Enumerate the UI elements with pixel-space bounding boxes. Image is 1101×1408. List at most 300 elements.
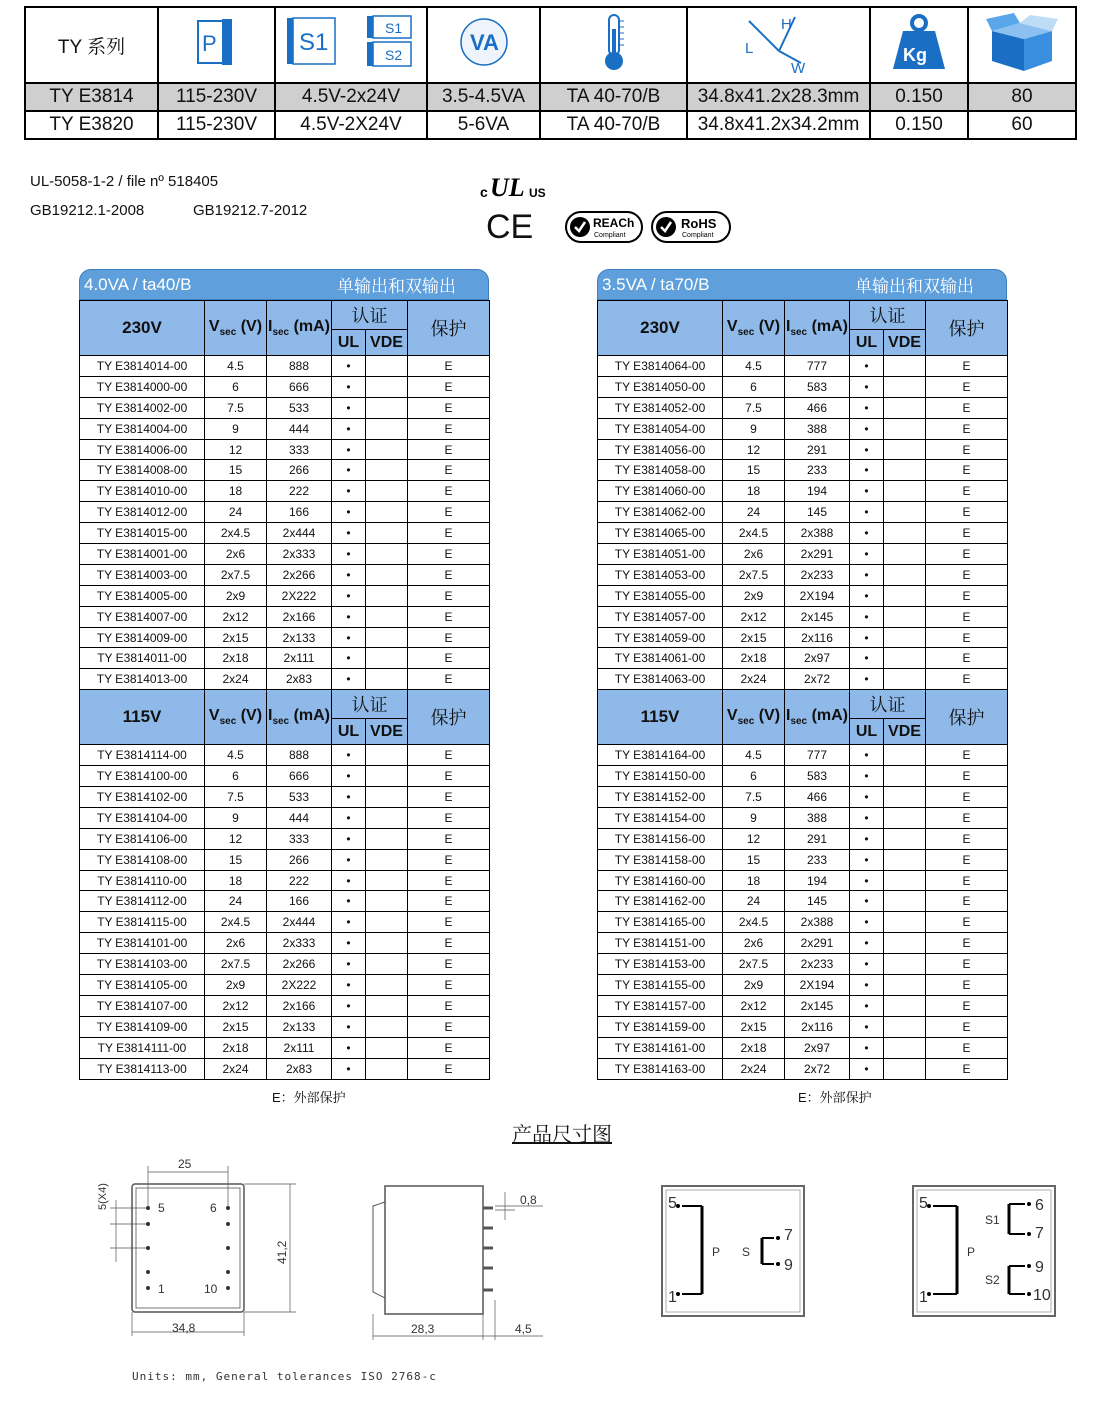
vsec-value: 12 bbox=[723, 828, 785, 849]
ul-mark: • bbox=[332, 807, 366, 828]
primary-cell: 115-230V bbox=[158, 83, 275, 111]
gb-standard-1: GB19212.1-2008 bbox=[30, 202, 145, 219]
ul-mark: • bbox=[850, 376, 884, 397]
vsec-value: 2x6 bbox=[723, 544, 785, 565]
table-row bbox=[598, 356, 1008, 377]
protection-value: E bbox=[926, 995, 1008, 1016]
voltage-header: 230V bbox=[80, 301, 205, 356]
protection-value: E bbox=[926, 745, 1008, 766]
protection-value: E bbox=[408, 397, 490, 418]
table-header-band bbox=[79, 269, 489, 300]
protection-value: E bbox=[926, 585, 1008, 606]
temp-cell: TA 40-70/B bbox=[540, 83, 687, 111]
ul-mark: • bbox=[332, 669, 366, 690]
table-row bbox=[80, 502, 490, 523]
isec-value: 222 bbox=[267, 870, 332, 891]
isec-value: 2X222 bbox=[267, 975, 332, 996]
vsec-value: 2x6 bbox=[723, 933, 785, 954]
vde-mark bbox=[366, 523, 408, 544]
vde-mark bbox=[884, 828, 926, 849]
vsec-value: 15 bbox=[205, 849, 267, 870]
part-number: TY E3814105-00 bbox=[80, 975, 205, 996]
table-row bbox=[80, 627, 490, 648]
output-type-label: 单输出和双输出 bbox=[855, 277, 974, 296]
table-row bbox=[80, 1016, 490, 1037]
isec-header: $I_{sec}$ (mA) bbox=[785, 301, 850, 356]
isec-value: 666 bbox=[267, 766, 332, 787]
table-row bbox=[598, 870, 1008, 891]
part-number: TY E3814062-00 bbox=[598, 502, 723, 523]
vde-mark bbox=[366, 564, 408, 585]
vsec-header: $V_{sec}$ (V) bbox=[723, 301, 785, 356]
temperature-icon bbox=[540, 7, 687, 83]
part-number: TY E3814159-00 bbox=[598, 1016, 723, 1037]
vde-mark bbox=[884, 1037, 926, 1058]
svg-text:S2: S2 bbox=[385, 47, 403, 63]
isec-value: 533 bbox=[267, 397, 332, 418]
package-cell: 80 bbox=[968, 83, 1076, 111]
cert-header: 认证 bbox=[850, 301, 926, 330]
vde-header: VDE bbox=[884, 330, 926, 356]
vsec-value: 2x6 bbox=[205, 544, 267, 565]
isec-value: 466 bbox=[785, 397, 850, 418]
table-row bbox=[598, 502, 1008, 523]
ul-mark: • bbox=[332, 849, 366, 870]
part-number: TY E3814107-00 bbox=[80, 995, 205, 1016]
part-number: TY E3814111-00 bbox=[80, 1037, 205, 1058]
vsec-value: 2x12 bbox=[205, 995, 267, 1016]
vde-mark bbox=[366, 954, 408, 975]
vsec-value: 2x24 bbox=[723, 669, 785, 690]
svg-text:P: P bbox=[201, 31, 217, 56]
isec-value: 2x166 bbox=[267, 606, 332, 627]
ul-mark: • bbox=[850, 891, 884, 912]
isec-value: 2x133 bbox=[267, 627, 332, 648]
isec-value: 2X194 bbox=[785, 585, 850, 606]
svg-text:0,8: 0,8 bbox=[520, 1193, 537, 1207]
ul-mark: • bbox=[850, 418, 884, 439]
isec-value: 2x97 bbox=[785, 648, 850, 669]
part-number: TY E3814101-00 bbox=[80, 933, 205, 954]
ul-mark: • bbox=[332, 502, 366, 523]
svg-text:5(X4): 5(X4) bbox=[97, 1183, 109, 1210]
rohs-badge bbox=[651, 211, 731, 243]
table-row bbox=[598, 439, 1008, 460]
table-row bbox=[598, 849, 1008, 870]
isec-header: $I_{sec}$ (mA) bbox=[267, 690, 332, 745]
vsec-value: 7.5 bbox=[723, 397, 785, 418]
vde-mark bbox=[366, 975, 408, 996]
part-number: TY E3814162-00 bbox=[598, 891, 723, 912]
table-row bbox=[80, 648, 490, 669]
part-number: TY E3814008-00 bbox=[80, 460, 205, 481]
vde-mark bbox=[884, 648, 926, 669]
part-number: TY E3814063-00 bbox=[598, 669, 723, 690]
part-number: TY E3814007-00 bbox=[80, 606, 205, 627]
vsec-value: 6 bbox=[205, 766, 267, 787]
isec-value: 466 bbox=[785, 787, 850, 808]
part-number: TY E3814104-00 bbox=[80, 807, 205, 828]
protection-value: E bbox=[408, 787, 490, 808]
table-row bbox=[80, 669, 490, 690]
svg-text:5: 5 bbox=[158, 1201, 165, 1215]
part-number: TY E3814015-00 bbox=[80, 523, 205, 544]
isec-value: 888 bbox=[267, 356, 332, 377]
protection-value: E bbox=[408, 585, 490, 606]
dimensions-icon bbox=[687, 7, 870, 83]
vde-mark bbox=[366, 1037, 408, 1058]
vde-mark bbox=[884, 606, 926, 627]
part-number: TY E3814013-00 bbox=[80, 669, 205, 690]
protection-value: E bbox=[408, 912, 490, 933]
vde-mark bbox=[366, 669, 408, 690]
vde-mark bbox=[366, 627, 408, 648]
protection-value: E bbox=[408, 356, 490, 377]
part-number: TY E3814112-00 bbox=[80, 891, 205, 912]
isec-value: 2x291 bbox=[785, 544, 850, 565]
vsec-value: 12 bbox=[723, 439, 785, 460]
svg-text:P: P bbox=[967, 1245, 976, 1259]
svg-text:W: W bbox=[790, 60, 805, 73]
vsec-value: 12 bbox=[205, 828, 267, 849]
protection-value: E bbox=[408, 481, 490, 502]
schematic-dual-output bbox=[911, 1184, 1057, 1318]
table-row bbox=[80, 975, 490, 996]
isec-value: 2x116 bbox=[785, 1016, 850, 1037]
isec-value: 777 bbox=[785, 745, 850, 766]
vsec-value: 4.5 bbox=[205, 745, 267, 766]
protection-header: 保护 bbox=[926, 690, 1008, 745]
vsec-value: 6 bbox=[205, 376, 267, 397]
isec-value: 333 bbox=[267, 439, 332, 460]
protection-value: E bbox=[926, 1037, 1008, 1058]
vde-header: VDE bbox=[366, 719, 408, 745]
table-row bbox=[80, 891, 490, 912]
part-number: TY E3814158-00 bbox=[598, 849, 723, 870]
schematic-single-output bbox=[660, 1184, 806, 1318]
svg-text:1: 1 bbox=[668, 1289, 677, 1306]
package-cell: 60 bbox=[968, 111, 1076, 139]
isec-value: 291 bbox=[785, 439, 850, 460]
isec-value: 166 bbox=[267, 891, 332, 912]
ce-mark: CE bbox=[486, 208, 534, 246]
part-number: TY E3814114-00 bbox=[80, 745, 205, 766]
vde-mark bbox=[884, 439, 926, 460]
protection-value: E bbox=[926, 481, 1008, 502]
svg-text:4,5: 4,5 bbox=[515, 1322, 532, 1336]
vsec-value: 4.5 bbox=[205, 356, 267, 377]
part-number: TY E3814165-00 bbox=[598, 912, 723, 933]
vsec-value: 2x18 bbox=[205, 648, 267, 669]
table-row bbox=[598, 418, 1008, 439]
part-number: TY E3814052-00 bbox=[598, 397, 723, 418]
table-row bbox=[598, 397, 1008, 418]
package-icon bbox=[968, 7, 1076, 83]
ul-mark: • bbox=[850, 766, 884, 787]
ul-mark: • bbox=[850, 356, 884, 377]
isec-value: 2x333 bbox=[267, 544, 332, 565]
vde-mark bbox=[366, 397, 408, 418]
part-number: TY E3814152-00 bbox=[598, 787, 723, 808]
part-number: TY E3814051-00 bbox=[598, 544, 723, 565]
part-number: TY E3814102-00 bbox=[80, 787, 205, 808]
isec-value: 2x145 bbox=[785, 995, 850, 1016]
part-number: TY E3814006-00 bbox=[80, 439, 205, 460]
table-row bbox=[598, 807, 1008, 828]
vsec-value: 2x15 bbox=[723, 1016, 785, 1037]
table-row bbox=[598, 933, 1008, 954]
ul-mark: • bbox=[850, 564, 884, 585]
protection-value: E bbox=[926, 606, 1008, 627]
ul-mark: • bbox=[850, 933, 884, 954]
ul-mark: • bbox=[850, 439, 884, 460]
isec-value: 2x233 bbox=[785, 954, 850, 975]
vde-mark bbox=[366, 912, 408, 933]
cert-header: 认证 bbox=[332, 301, 408, 330]
series-label: TY 系列 bbox=[57, 36, 126, 58]
part-number: TY E3814157-00 bbox=[598, 995, 723, 1016]
isec-value: 444 bbox=[267, 807, 332, 828]
ul-mark: • bbox=[850, 606, 884, 627]
isec-value: 2x116 bbox=[785, 627, 850, 648]
vsec-value: 4.5 bbox=[723, 745, 785, 766]
dimension-drawing-title: 产品尺寸图 bbox=[512, 1122, 612, 1146]
gb-standard-2: GB19212.7-2012 bbox=[193, 202, 308, 219]
vsec-header: $V_{sec}$ (V) bbox=[723, 690, 785, 745]
ul-mark: • bbox=[850, 585, 884, 606]
isec-value: 583 bbox=[785, 766, 850, 787]
svg-text:7: 7 bbox=[1035, 1225, 1044, 1242]
svg-text:S1: S1 bbox=[299, 29, 329, 56]
isec-header: $I_{sec}$ (mA) bbox=[785, 690, 850, 745]
vsec-value: 2x15 bbox=[205, 627, 267, 648]
table-row bbox=[80, 376, 490, 397]
svg-text:H: H bbox=[780, 16, 792, 33]
protection-value: E bbox=[408, 544, 490, 565]
vsec-value: 2x12 bbox=[205, 606, 267, 627]
table-row bbox=[598, 669, 1008, 690]
isec-value: 2x333 bbox=[267, 933, 332, 954]
svg-text:S2: S2 bbox=[985, 1273, 1000, 1287]
ul-mark: • bbox=[850, 523, 884, 544]
table-row bbox=[80, 995, 490, 1016]
vsec-value: 9 bbox=[205, 807, 267, 828]
isec-value: 2x166 bbox=[267, 995, 332, 1016]
vde-mark bbox=[884, 766, 926, 787]
vsec-value: 15 bbox=[723, 460, 785, 481]
vsec-value: 18 bbox=[205, 481, 267, 502]
isec-value: 2x291 bbox=[785, 933, 850, 954]
vsec-value: 2x9 bbox=[205, 585, 267, 606]
protection-value: E bbox=[926, 564, 1008, 585]
protection-value: E bbox=[408, 460, 490, 481]
vde-mark bbox=[366, 745, 408, 766]
ul-mark: • bbox=[850, 1016, 884, 1037]
part-number: TY E3814055-00 bbox=[598, 585, 723, 606]
ul-mark: • bbox=[850, 745, 884, 766]
part-number: TY E3814053-00 bbox=[598, 564, 723, 585]
part-number: TY E3814012-00 bbox=[80, 502, 205, 523]
top-view-drawing bbox=[90, 1152, 310, 1347]
isec-value: 2x444 bbox=[267, 523, 332, 544]
protection-value: E bbox=[408, 523, 490, 544]
part-number: TY E3814110-00 bbox=[80, 870, 205, 891]
ul-mark: • bbox=[850, 995, 884, 1016]
ul-header: UL bbox=[332, 330, 366, 356]
part-number: TY E3814163-00 bbox=[598, 1058, 723, 1079]
protection-header: 保护 bbox=[926, 301, 1008, 356]
vsec-value: 2x6 bbox=[205, 933, 267, 954]
secondary-cell: 4.5V-2x24V bbox=[275, 83, 427, 111]
table-row bbox=[598, 481, 1008, 502]
vsec-value: 2x7.5 bbox=[723, 564, 785, 585]
protection-value: E bbox=[408, 933, 490, 954]
svg-text:5: 5 bbox=[919, 1195, 928, 1212]
isec-value: 533 bbox=[267, 787, 332, 808]
part-number: TY E3814151-00 bbox=[598, 933, 723, 954]
secondary-cell: 4.5V-2X24V bbox=[275, 111, 427, 139]
rating-label: 3.5VA / ta70/B bbox=[602, 274, 710, 294]
table-row bbox=[598, 627, 1008, 648]
vsec-value: 9 bbox=[723, 418, 785, 439]
ul-mark: • bbox=[332, 995, 366, 1016]
isec-value: 666 bbox=[267, 376, 332, 397]
isec-value: 222 bbox=[267, 481, 332, 502]
ul-mark: • bbox=[850, 849, 884, 870]
isec-value: 2X194 bbox=[785, 975, 850, 996]
protection-value: E bbox=[926, 954, 1008, 975]
ul-mark: • bbox=[850, 627, 884, 648]
part-number: TY E3814010-00 bbox=[80, 481, 205, 502]
vde-mark bbox=[884, 627, 926, 648]
vsec-value: 9 bbox=[205, 418, 267, 439]
isec-value: 2x133 bbox=[267, 1016, 332, 1037]
part-number: TY E3814054-00 bbox=[598, 418, 723, 439]
vde-mark bbox=[366, 933, 408, 954]
svg-text:41,2: 41,2 bbox=[275, 1240, 289, 1264]
vsec-value: 2x15 bbox=[723, 627, 785, 648]
protection-value: E bbox=[926, 807, 1008, 828]
voltage-header: 115V bbox=[80, 690, 205, 745]
isec-value: 388 bbox=[785, 418, 850, 439]
vde-mark bbox=[884, 564, 926, 585]
isec-value: 2x72 bbox=[785, 1058, 850, 1079]
vsec-value: 7.5 bbox=[205, 787, 267, 808]
table-row bbox=[80, 828, 490, 849]
protection-value: E bbox=[926, 870, 1008, 891]
vde-header: VDE bbox=[366, 330, 408, 356]
protection-value: E bbox=[408, 995, 490, 1016]
ul-mark: • bbox=[850, 460, 884, 481]
table-row bbox=[80, 397, 490, 418]
vsec-value: 2x7.5 bbox=[723, 954, 785, 975]
protection-value: E bbox=[926, 1058, 1008, 1079]
ul-mark: • bbox=[850, 870, 884, 891]
primary-cell: 115-230V bbox=[158, 111, 275, 139]
ul-header: UL bbox=[850, 719, 884, 745]
vde-mark bbox=[366, 502, 408, 523]
vde-mark bbox=[884, 870, 926, 891]
temp-cell: TA 40-70/B bbox=[540, 111, 687, 139]
ul-mark: • bbox=[332, 975, 366, 996]
ul-mark: • bbox=[332, 828, 366, 849]
vsec-value: 6 bbox=[723, 376, 785, 397]
ul-mark: • bbox=[332, 376, 366, 397]
protection-value: E bbox=[926, 418, 1008, 439]
vsec-value: 6 bbox=[723, 766, 785, 787]
vsec-value: 18 bbox=[723, 870, 785, 891]
ul-mark: • bbox=[332, 397, 366, 418]
protection-value: E bbox=[926, 933, 1008, 954]
protection-value: E bbox=[408, 648, 490, 669]
vde-mark bbox=[884, 995, 926, 1016]
part-number: TY E3814061-00 bbox=[598, 648, 723, 669]
vsec-value: 2x7.5 bbox=[205, 564, 267, 585]
vsec-value: 2x18 bbox=[723, 648, 785, 669]
protection-value: E bbox=[926, 356, 1008, 377]
protection-value: E bbox=[408, 828, 490, 849]
protection-value: E bbox=[926, 397, 1008, 418]
vde-mark bbox=[884, 912, 926, 933]
isec-value: 291 bbox=[785, 828, 850, 849]
vde-mark bbox=[366, 481, 408, 502]
product-table-4va bbox=[79, 269, 489, 1080]
part-number: TY E3814153-00 bbox=[598, 954, 723, 975]
vde-mark bbox=[366, 585, 408, 606]
vsec-value: 2x4.5 bbox=[723, 523, 785, 544]
vsec-header: $V_{sec}$ (V) bbox=[205, 301, 267, 356]
model-cell: TY E3814 bbox=[25, 83, 158, 111]
ul-mark: • bbox=[850, 975, 884, 996]
table-header-band bbox=[597, 269, 1007, 300]
table-row bbox=[80, 523, 490, 544]
vde-mark bbox=[884, 585, 926, 606]
part-number: TY E3814156-00 bbox=[598, 828, 723, 849]
protection-value: E bbox=[408, 502, 490, 523]
ul-mark: • bbox=[850, 787, 884, 808]
table-row bbox=[598, 912, 1008, 933]
table-row bbox=[80, 418, 490, 439]
summary-row-e3820 bbox=[25, 111, 1076, 139]
part-number: TY E3814100-00 bbox=[80, 766, 205, 787]
voltage-header: 115V bbox=[598, 690, 723, 745]
table-row bbox=[598, 745, 1008, 766]
ul-mark: • bbox=[850, 648, 884, 669]
svg-text:S: S bbox=[742, 1245, 751, 1259]
vde-mark bbox=[366, 460, 408, 481]
ul-mark: • bbox=[332, 787, 366, 808]
svg-text:RoHS: RoHS bbox=[681, 216, 717, 231]
vde-mark bbox=[884, 954, 926, 975]
protection-value: E bbox=[926, 669, 1008, 690]
part-number: TY E3814150-00 bbox=[598, 766, 723, 787]
vsec-value: 2x4.5 bbox=[205, 912, 267, 933]
table-row bbox=[80, 585, 490, 606]
protection-value: E bbox=[408, 376, 490, 397]
svg-text:9: 9 bbox=[1035, 1259, 1044, 1276]
vde-mark bbox=[884, 397, 926, 418]
weight-cell: 0.150 bbox=[870, 111, 968, 139]
protection-header: 保护 bbox=[408, 690, 490, 745]
table-row bbox=[80, 870, 490, 891]
part-number: TY E3814058-00 bbox=[598, 460, 723, 481]
ul-mark: • bbox=[332, 766, 366, 787]
part-number: TY E3814056-00 bbox=[598, 439, 723, 460]
svg-text:Compliant: Compliant bbox=[594, 232, 626, 239]
table-row bbox=[598, 828, 1008, 849]
svg-text:S1: S1 bbox=[985, 1213, 1000, 1227]
protection-value: E bbox=[408, 418, 490, 439]
